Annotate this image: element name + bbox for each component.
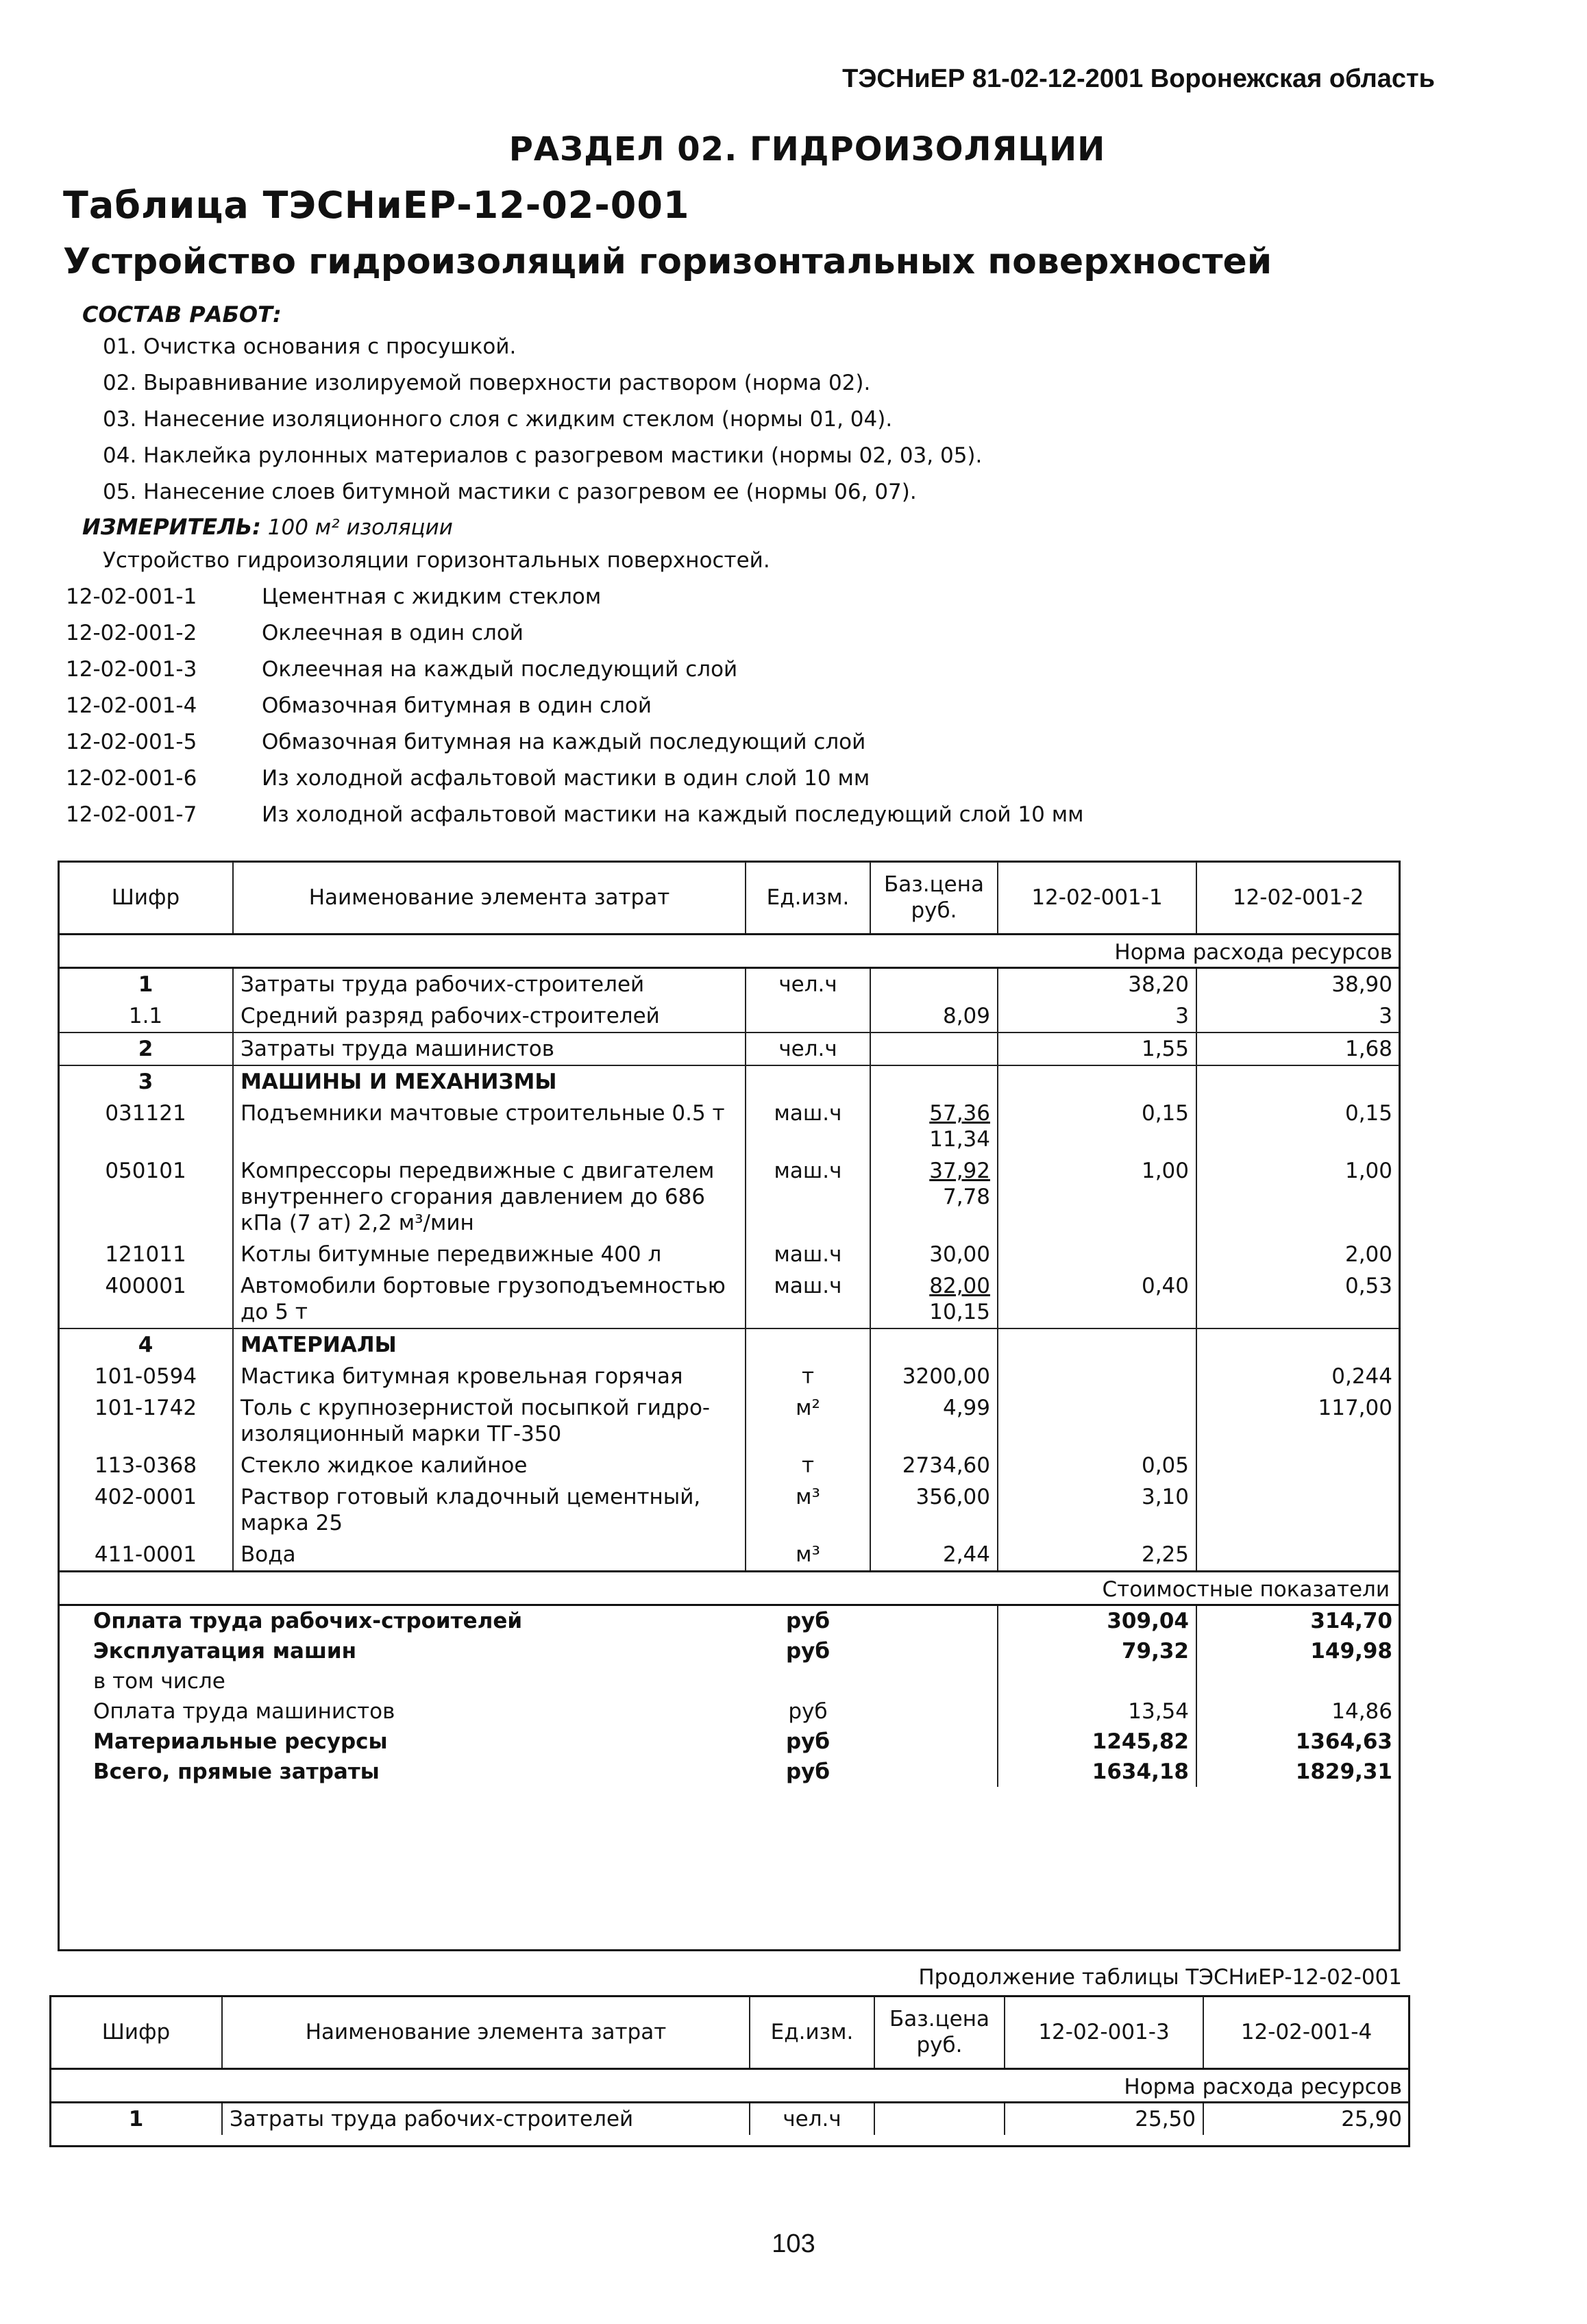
- row-value-1: 3: [998, 1000, 1196, 1033]
- works-caption: СОСТАВ РАБОТ:: [82, 301, 282, 327]
- row-unit: [746, 1328, 870, 1361]
- header-unit: Ед.изм.: [746, 862, 870, 935]
- table-row: [51, 2103, 1409, 2136]
- header-code: Шифр: [59, 862, 233, 935]
- row-value-2: [1196, 1539, 1399, 1572]
- row-unit: маш.ч: [746, 1155, 870, 1239]
- cost-gap: [870, 1696, 998, 1727]
- page-number: 103: [772, 2229, 815, 2258]
- row-value-2: 0,53: [1196, 1270, 1399, 1328]
- row-code: 031121: [105, 1101, 186, 1126]
- row-value-2: [1196, 1450, 1399, 1481]
- row-value-1: 2,25: [998, 1539, 1196, 1572]
- cost-unit: руб: [785, 1759, 831, 1784]
- norm-name: Оклеечная на каждый последующий слой: [262, 657, 738, 682]
- row-value-1: 25,50: [1005, 2103, 1203, 2136]
- row-name: Подъемники мачтовые строительные 0.5 т: [233, 1098, 746, 1155]
- table-row: [59, 1539, 1399, 1572]
- row-name: Раствор готовый кладочный цементный, марка 25: [233, 1481, 746, 1539]
- row-name: Мастика битумная кровельная горячая: [233, 1361, 746, 1392]
- price-value: 4,99: [942, 1396, 990, 1420]
- cost-name: Всего, прямые затраты: [93, 1759, 380, 1784]
- norm-name: Из холодной асфальтовой мастики на каждый последующий слой 10 мм: [262, 802, 1084, 827]
- cost-value-1: 1634,18: [998, 1757, 1196, 1787]
- row-name: Затраты труда машинистов: [233, 1033, 746, 1065]
- row-code: 113-0368: [94, 1453, 197, 1478]
- row-value-2: [1196, 1328, 1399, 1361]
- row-value-2: 0,15: [1196, 1098, 1399, 1155]
- table-row: [59, 1239, 1399, 1270]
- cost-row: [59, 1636, 1399, 1666]
- row-code: 1: [138, 972, 153, 997]
- row-price: [870, 1392, 998, 1450]
- header-unit: Ед.изм.: [750, 1997, 874, 2069]
- norm-band: Норма расхода ресурсов: [51, 2069, 1409, 2103]
- resource-rows: [59, 968, 1399, 1572]
- row-value-2: 25,90: [1203, 2103, 1409, 2136]
- row-unit: [746, 1000, 870, 1033]
- row-code: 400001: [59, 1270, 233, 1328]
- table-row: [59, 1155, 1399, 1239]
- work-item: 02. Выравнивание изолируемой поверхности раствором (норма 02).: [103, 371, 871, 395]
- norm-code: 12-02-001-7: [66, 802, 197, 827]
- row-name: Компрессоры передвижные с двигателем внутреннего сгорания давлением до 686 кПа (7 ат) 2,2 м³/мин: [233, 1155, 746, 1239]
- table-row: [59, 968, 1399, 1001]
- header-col2: 12-02-001-2: [1196, 862, 1399, 935]
- cost-value-1: 13,54: [998, 1696, 1196, 1727]
- price-secondary: 7,78: [942, 1185, 990, 1209]
- table-row: [59, 1270, 1399, 1328]
- header-col2: 12-02-001-4: [1203, 1997, 1409, 2069]
- row-name: Средний разряд рабочих-строителей: [233, 1000, 746, 1033]
- table-row: [59, 1392, 1399, 1450]
- table-row: [59, 1065, 1399, 1098]
- table-row: [59, 1450, 1399, 1481]
- row-unit: [746, 1065, 870, 1098]
- row-code: 050101: [105, 1159, 186, 1183]
- row-value-1: [998, 1328, 1196, 1361]
- row-name: Вода: [233, 1539, 746, 1572]
- row-code: 3: [138, 1070, 153, 1094]
- row-value-2: 1,00: [1196, 1155, 1399, 1239]
- row-value-2: 1,68: [1196, 1033, 1399, 1065]
- row-unit: чел.ч: [750, 2103, 874, 2136]
- cost-row: [59, 1727, 1399, 1757]
- row-unit: чел.ч: [746, 968, 870, 1001]
- cost-value-1: 309,04: [998, 1605, 1196, 1637]
- header-name: Наименование элемента затрат: [233, 862, 746, 935]
- table-row: [59, 1000, 1399, 1033]
- row-price: [874, 2103, 1005, 2136]
- continuation-note: Продолжение таблицы ТЭСНиЕР-12-02-001: [918, 1965, 1402, 1990]
- cost-value-1: 1245,82: [998, 1727, 1196, 1757]
- norm-name: Обмазочная битумная в один слой: [262, 693, 652, 718]
- cost-name: Оплата труда рабочих-строителей: [93, 1609, 523, 1633]
- cost-gap: [870, 1636, 998, 1666]
- row-unit: маш.ч: [746, 1098, 870, 1155]
- price-value: 8,09: [942, 1004, 990, 1028]
- cost-row: [59, 1696, 1399, 1727]
- table-row: [59, 1481, 1399, 1539]
- row-price: [870, 1065, 998, 1098]
- row-value-1: 3,10: [998, 1481, 1196, 1539]
- table-name: Таблица ТЭСНиЕР-12-02-001: [63, 184, 690, 227]
- meter-caption: ИЗМЕРИТЕЛЬ:: [82, 514, 261, 540]
- norm-code: 12-02-001-3: [66, 657, 197, 682]
- resource-rows: [51, 2103, 1409, 2136]
- row-value-1: [998, 1392, 1196, 1450]
- norm-name: Цементная с жидким стеклом: [262, 584, 602, 609]
- norm-band: Норма расхода ресурсов: [59, 935, 1399, 968]
- norm-band-row: [59, 935, 1399, 968]
- row-unit: т: [746, 1361, 870, 1392]
- cost-name: Оплата труда машинистов: [93, 1699, 395, 1724]
- norm-code: 12-02-001-6: [66, 766, 197, 791]
- row-code: 402-0001: [94, 1485, 197, 1509]
- cost-value-2: [1196, 1666, 1399, 1696]
- row-price: [870, 1328, 998, 1361]
- row-value-2: [1196, 1481, 1399, 1539]
- price-secondary: 10,15: [929, 1300, 990, 1324]
- cost-gap: [870, 1757, 998, 1787]
- meter-line: [82, 514, 453, 540]
- row-unit: м²: [746, 1392, 870, 1450]
- row-value-2: 2,00: [1196, 1239, 1399, 1270]
- table-subtitle: Устройство гидроизоляций горизонтальных поверхностей: [63, 241, 1272, 282]
- header-name: Наименование элемента затрат: [222, 1997, 750, 2069]
- group-title: Устройство гидроизоляции горизонтальных поверхностей.: [103, 548, 770, 573]
- row-unit: т: [746, 1450, 870, 1481]
- cost-unit: руб: [785, 1639, 831, 1664]
- cost-row: [59, 1757, 1399, 1787]
- row-code: 4: [138, 1333, 153, 1357]
- work-item: 05. Нанесение слоев битумной мастики с разогревом ее (нормы 06, 07).: [103, 480, 917, 504]
- row-name: Автомобили бортовые грузоподъемностью до 5 т: [233, 1270, 746, 1328]
- work-item: 04. Наклейка рулонных материалов с разогревом мастики (нормы 02, 03, 05).: [103, 443, 983, 468]
- row-price: [870, 1450, 998, 1481]
- cost-name: Эксплуатация машин: [93, 1639, 357, 1664]
- cost-value-2: 314,70: [1196, 1605, 1399, 1637]
- norm-band-row: [51, 2069, 1409, 2103]
- cost-value-1: 79,32: [998, 1636, 1196, 1666]
- row-value-1: 0,15: [998, 1098, 1196, 1155]
- running-header: ТЭСНиЕР 81-02-12-2001 Воронежская область: [842, 64, 1435, 93]
- resource-table-continued: [51, 1997, 1409, 2135]
- row-code: 121011: [105, 1242, 186, 1267]
- row-code: 101-0594: [94, 1364, 197, 1389]
- row-value-1: 38,20: [998, 968, 1196, 1001]
- row-price: [870, 1239, 998, 1270]
- row-value-1: 0,05: [998, 1450, 1196, 1481]
- row-value-1: [998, 1361, 1196, 1392]
- work-item: 01. Очистка основания с просушкой.: [103, 334, 517, 359]
- row-name: Стекло жидкое калийное: [233, 1450, 746, 1481]
- price-value: 356,00: [915, 1485, 990, 1509]
- row-value-2: [1196, 1065, 1399, 1098]
- resource-table: [59, 862, 1399, 1787]
- cost-unit: руб: [785, 1609, 831, 1633]
- row-code: 1: [128, 2107, 144, 2131]
- row-unit: маш.ч: [746, 1270, 870, 1328]
- price-value: 30,00: [929, 1242, 990, 1267]
- row-name: МАШИНЫ И МЕХАНИЗМЫ: [233, 1065, 746, 1098]
- row-value-1: 1,00: [998, 1155, 1196, 1239]
- table-header-row: [51, 1997, 1409, 2069]
- cost-rows: [59, 1605, 1399, 1788]
- header-price: Баз.цена руб.: [874, 1997, 1005, 2069]
- row-value-1: 1,55: [998, 1033, 1196, 1065]
- cost-row: [59, 1666, 1399, 1696]
- cost-band: Стоимостные показатели: [59, 1572, 1399, 1605]
- row-name: Затраты труда рабочих-строителей: [233, 968, 746, 1001]
- cost-name: в том числе: [93, 1669, 225, 1694]
- row-name: МАТЕРИАЛЫ: [233, 1328, 746, 1361]
- table-header-row: [59, 862, 1399, 935]
- cost-value-2: 1364,63: [1196, 1727, 1399, 1757]
- norm-code: 12-02-001-2: [66, 621, 197, 645]
- cost-gap: [870, 1605, 998, 1637]
- norm-name: Оклеечная в один слой: [262, 621, 524, 645]
- row-unit: чел.ч: [746, 1033, 870, 1065]
- row-unit: м³: [746, 1481, 870, 1539]
- cost-gap: [870, 1666, 998, 1696]
- meter-value: 100 м² изоляции: [267, 515, 453, 540]
- row-code: 101-1742: [94, 1396, 197, 1420]
- row-value-2: 0,244: [1196, 1361, 1399, 1392]
- price-value: 37,92: [929, 1159, 990, 1183]
- cost-band-row: [59, 1572, 1399, 1605]
- cost-row: [59, 1605, 1399, 1637]
- section-title: РАЗДЕЛ 02. ГИДРОИЗОЛЯЦИИ: [508, 130, 1106, 169]
- price-value: 2734,60: [902, 1453, 990, 1478]
- row-code: 1.1: [59, 1000, 233, 1033]
- norm-code: 12-02-001-1: [66, 584, 197, 609]
- row-value-2: 38,90: [1196, 968, 1399, 1001]
- row-value-2: 117,00: [1196, 1392, 1399, 1450]
- cost-value-2: 14,86: [1196, 1696, 1399, 1727]
- norm-name: Из холодной асфальтовой мастики в один слой 10 мм: [262, 766, 870, 791]
- price-value: 57,36: [929, 1101, 990, 1126]
- row-value-2: 3: [1196, 1000, 1399, 1033]
- row-name: Толь с крупнозернистой посыпкой гидро-изоляционный марки ТГ-350: [233, 1392, 746, 1450]
- row-value-1: 0,40: [998, 1270, 1196, 1328]
- price-value: 2,44: [942, 1542, 990, 1567]
- cost-value-2: 149,98: [1196, 1636, 1399, 1666]
- row-code: 411-0001: [94, 1542, 197, 1567]
- row-price: [870, 1000, 998, 1033]
- row-unit: м³: [746, 1539, 870, 1572]
- cost-gap: [870, 1727, 998, 1757]
- table-row: [59, 1361, 1399, 1392]
- row-price: [870, 1361, 998, 1392]
- header-code: Шифр: [51, 1997, 222, 2069]
- row-price: [870, 1033, 998, 1065]
- table-row: [59, 1098, 1399, 1155]
- row-name: Котлы битумные передвижные 400 л: [233, 1239, 746, 1270]
- row-price: [870, 1270, 998, 1328]
- cost-value-1: [998, 1666, 1196, 1696]
- row-value-1: [998, 1065, 1196, 1098]
- header-price: Баз.цена руб.: [870, 862, 998, 935]
- price-value: 82,00: [929, 1274, 990, 1298]
- work-item: 03. Нанесение изоляционного слоя с жидким стеклом (нормы 01, 04).: [103, 407, 893, 432]
- header-col1: 12-02-001-1: [998, 862, 1196, 935]
- norm-name: Обмазочная битумная на каждый последующий слой: [262, 730, 866, 754]
- cost-unit: руб: [788, 1699, 828, 1724]
- row-unit: маш.ч: [746, 1239, 870, 1270]
- price-secondary: 11,34: [929, 1127, 990, 1152]
- table-row: [59, 1328, 1399, 1361]
- norm-code: 12-02-001-5: [66, 730, 197, 754]
- price-value: 3200,00: [902, 1364, 990, 1389]
- row-price: [870, 968, 998, 1001]
- table-row: [59, 1033, 1399, 1065]
- row-price: [870, 1481, 998, 1539]
- cost-name: Материальные ресурсы: [93, 1729, 388, 1754]
- row-price: [870, 1098, 998, 1155]
- norm-code: 12-02-001-4: [66, 693, 197, 718]
- header-col1: 12-02-001-3: [1005, 1997, 1203, 2069]
- row-price: [870, 1539, 998, 1572]
- row-value-1: [998, 1239, 1196, 1270]
- row-price: [870, 1155, 998, 1239]
- row-name: Затраты труда рабочих-строителей: [222, 2103, 750, 2136]
- cost-unit: [746, 1666, 870, 1696]
- cost-unit: руб: [785, 1729, 831, 1754]
- row-code: 2: [59, 1033, 233, 1065]
- cost-value-2: 1829,31: [1196, 1757, 1399, 1787]
